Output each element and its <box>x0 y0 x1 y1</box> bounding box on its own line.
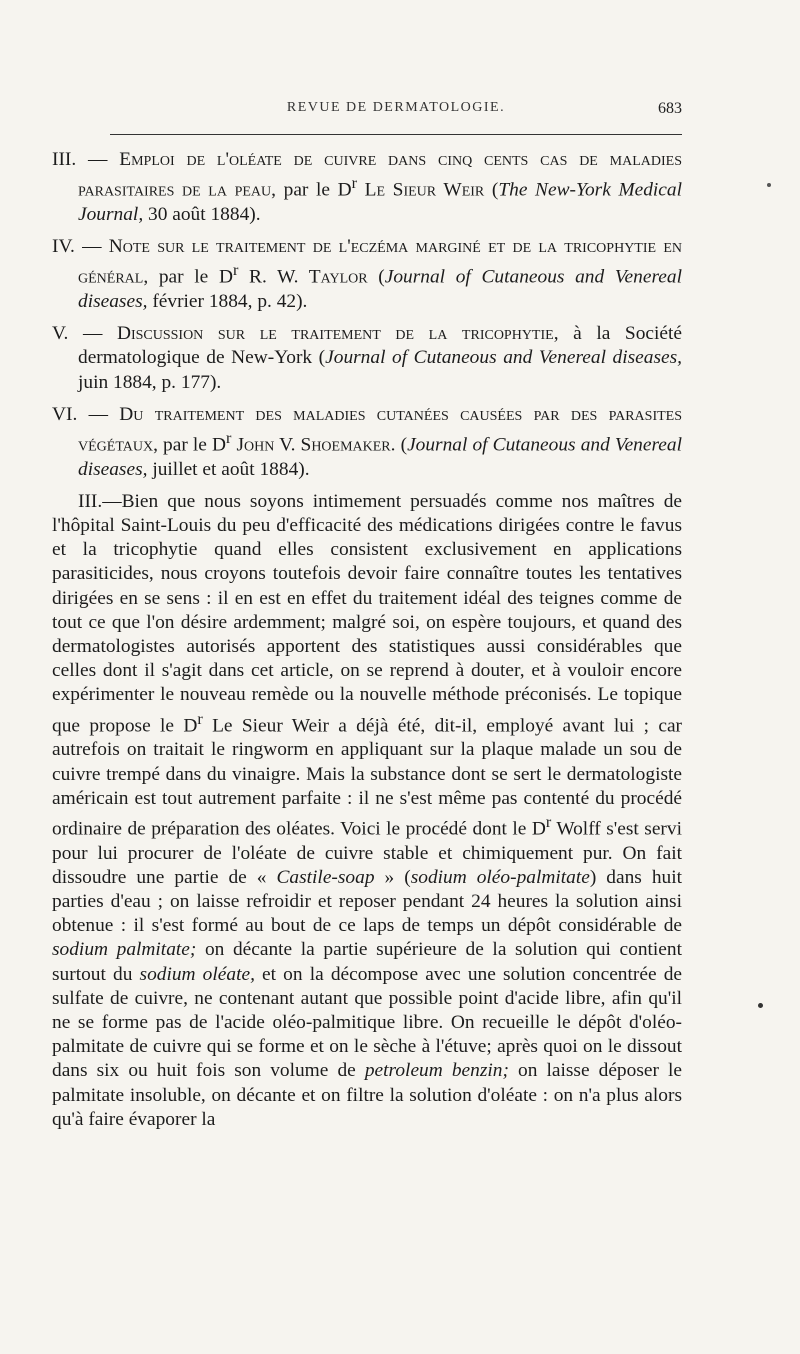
ink-speck <box>758 1003 763 1008</box>
page-content <box>52 148 682 1132</box>
body-text: on laisse déposer le palmitate insoluble, on décante et on filtre la solution d'oléate : on n'a plus alors qu'à faire évaporer la <box>52 1060 682 1130</box>
item-title: Discussion sur le traitement de la tricophytie, <box>116 323 559 345</box>
italic-term: sodium oléate, <box>139 963 255 985</box>
header-rule <box>110 134 682 135</box>
item-author: Le Sieur Weir <box>357 179 485 201</box>
body-text: et on la décompose avec une solution concentrée de sulfate de cuivre, ne contenant autant que possible point d'acide libre, afin qu'il ne se forme pas de l'acide oléo-palmitique libre. On recueille le dépôt d'oléo-palmitate de cuivre qui se forme et on le sèche à l'étuve; après quoi on le dissout dans six ou huit fois son volume de <box>52 963 682 1082</box>
italic-term: Castile-soap <box>276 866 375 888</box>
superscript: r <box>545 813 552 831</box>
dash: — <box>77 403 120 425</box>
item-number: III. <box>52 149 77 170</box>
item-rest: à la Société dermatologique de New-York ( <box>78 323 682 369</box>
superscript: r <box>197 710 203 728</box>
running-title: REVUE DE DERMATOLOGIE. <box>286 100 506 115</box>
body-text: ) dans huit parties d'eau ; on laisse refroidir et reposer pendant 24 heures la solution ainsi obtenue : il s'est formé au bout de ce laps de temps un dépôt considérable de <box>52 866 682 937</box>
item-journal: Journal of Cutaneous and Venereal diseases, <box>325 347 682 369</box>
page-number: 683 <box>658 100 682 117</box>
italic-term: sodium oléo-palmitate <box>410 866 590 888</box>
item-date: février 1884, p. 42). <box>147 290 308 312</box>
superscript: r <box>232 262 239 280</box>
item-title: Emploi de l'oléate de cuivre dans cinq cents cas de maladies parasitaires de la peau, <box>78 149 682 201</box>
item-date: 30 août 1884). <box>143 203 261 225</box>
dash: — <box>68 323 117 345</box>
body-text: III.—Bien que nous soyons intimement persuadés comme nos maîtres de l'hôpital Saint-Louis du peu d'efficacité des médications dirigées contre le favus et la tricophytie quand elles consistent exclusivement en applications parasiticides, nous croyons toutefois devoir faire connaître toutes les tentatives dirigées en se sens : il en est en effet du traitement idéal des teignes comme de tout ce que l'on désire ardemment; malgré soi, on espère toujours, et quand des dermatologistes autorisés apportent des statistiques aussi considérables que celles dont il s'agit dans cet article, on se reprend à douter, et à vouloir encore expérimenter le nouveau remède ou la nouvelle méthode préconisés. Le topique que propose le D <box>52 490 682 737</box>
item-journal: Journal of Cutaneous and Venereal diseases, <box>78 266 682 312</box>
italic-term: sodium palmitate; <box>52 939 197 961</box>
body-text: Wolff s'est servi pour lui procurer de l'oléate de cuivre stable et chimiquement pur. On fait dissoudre une partie de « <box>52 818 682 888</box>
paren: ( <box>395 434 408 456</box>
item-number: VI. <box>52 403 78 425</box>
paren: ( <box>484 179 499 201</box>
item-date: juillet et août 1884). <box>147 458 310 480</box>
reference-item-5 <box>52 322 682 395</box>
item-title: Note sur le traitement de l'eczéma marginé et de la tricophytie en général, <box>78 236 682 288</box>
by-text: par le D <box>276 179 352 201</box>
item-number: V. <box>52 323 69 345</box>
body-text: Le Sieur Weir a déjà été, dit-il, employé avant lui ; car autrefois on traitait le ringworm en appliquant sur la plaque malade un sou de cuivre trempé dans du vinaigre. Mais la substance dont se sert le dermatologiste américain est tout autrement parfaite : il ne s'est même pas contenté du procédé ordinaire de préparation des oléates. Voici le procédé dont le D <box>52 715 683 840</box>
body-text: » ( <box>374 866 411 888</box>
by-text: par le D <box>157 434 226 456</box>
body-text: on décante la partie supérieure de la solution qui contient surtout du <box>52 939 682 985</box>
item-journal: The New-York Medical Journal, <box>78 179 682 225</box>
item-author: John V. Shoemaker. <box>231 434 396 456</box>
item-number: IV. <box>52 236 75 258</box>
reference-item-4 <box>52 235 682 314</box>
by-text: par le D <box>148 266 233 288</box>
superscript: r <box>225 429 232 447</box>
item-title: Du traitement des maladies cutanées causées par des parasites végétaux, <box>78 403 682 456</box>
paren: ( <box>367 266 385 288</box>
dash: — <box>76 149 120 170</box>
ink-speck <box>767 183 771 187</box>
superscript: r <box>351 175 358 193</box>
item-author: R. W. Taylor <box>238 266 368 288</box>
reference-item-6 <box>52 403 682 482</box>
item-date: juin 1884, p. 177). <box>78 371 222 393</box>
body-paragraph <box>52 490 682 1132</box>
reference-item-3 <box>52 148 682 227</box>
italic-term: petroleum benzin; <box>364 1060 509 1082</box>
dash: — <box>74 236 109 258</box>
item-journal: Journal of Cutaneous and Venereal diseases, <box>78 434 682 480</box>
